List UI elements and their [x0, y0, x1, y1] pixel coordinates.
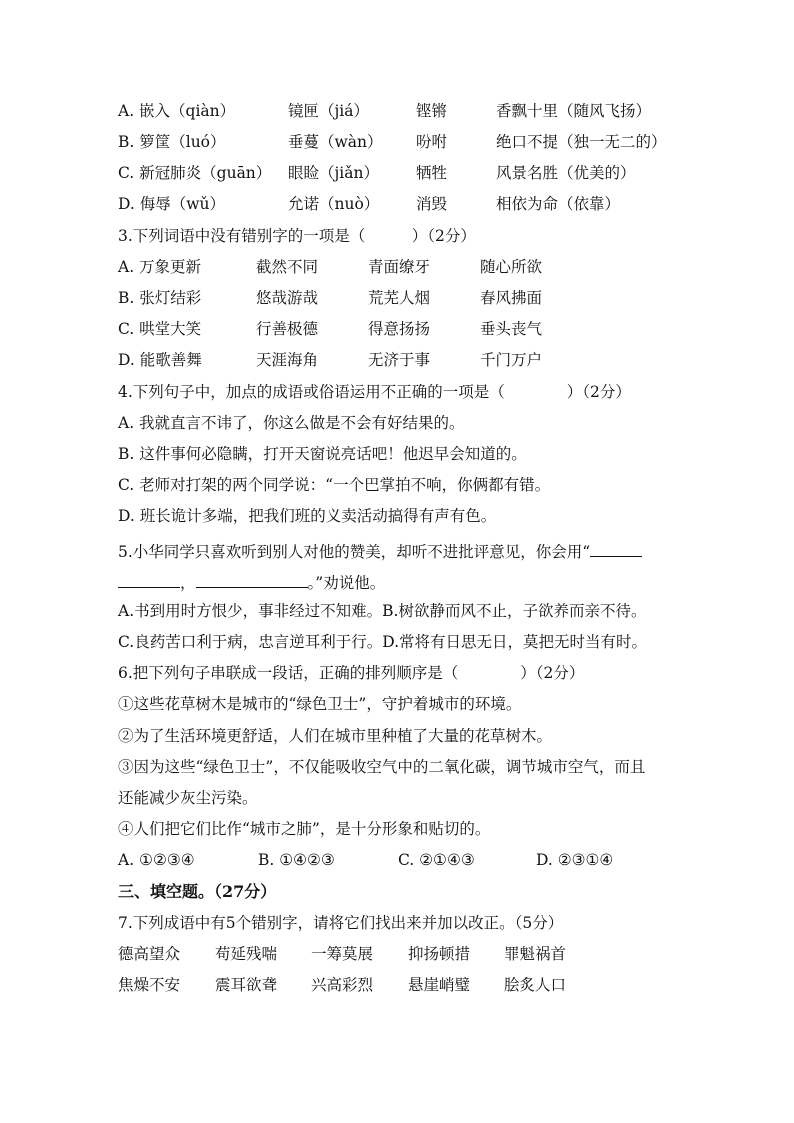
q4-option-a: A. 我就直言不讳了，你这么做是不会有好结果的。 [118, 414, 465, 432]
q5-comma: ， [180, 574, 196, 592]
q3-b-2: 悠哉游哉 [256, 289, 319, 307]
q3-b-1: B. 张灯结彩 [118, 289, 202, 307]
q2-d-1: D. 侮辱（wǔ） [118, 195, 225, 213]
q6-sentence-2: ②为了生活环境更舒适，人们在城市里种植了大量的花草树木。 [118, 727, 553, 745]
q4-option-d: D. 班长诡计多端，把我们班的义卖活动搞得有声有色。 [118, 507, 497, 525]
q3-b-3: 荒芜人烟 [368, 289, 431, 307]
q2-c-3: 牺牲 [416, 164, 448, 182]
q7-idiom: 德高望众 [118, 945, 181, 963]
q5-blank-line [118, 572, 385, 592]
q7-idiom: 焦燥不安 [118, 976, 181, 994]
q6-sentence-4: ④人们把它们比作“城市之肺”，是十分形象和贴切的。 [118, 820, 491, 838]
q2-c-1: C. 新冠肺炎（guān） [118, 164, 272, 182]
q3-stem: 3.下列词语中没有错别字的一项是（ ）（2分） [118, 227, 476, 245]
q6-option-b: B. ①④②③ [258, 851, 335, 869]
q2-d-3: 消毁 [416, 195, 448, 213]
q3-a-4: 随心所欲 [480, 258, 543, 276]
q6-sentence-3: ③因为这些“绿色卫士”，不仅能吸收空气中的二氧化碳，调节城市空气，而且 [118, 758, 646, 776]
q4-option-b: B. 这件事何必隐瞒，打开天窗说亮话吧！他迟早会知道的。 [118, 445, 527, 463]
q7-idiom: 脍炙人口 [504, 976, 567, 994]
q6-option-c: C. ②①④③ [398, 851, 475, 869]
q4-option-c: C. 老师对打架的两个同学说：“一个巴掌拍不响，你俩都有错。 [118, 476, 551, 494]
q3-a-1: A. 万象更新 [118, 258, 202, 276]
q3-d-3: 无济于事 [368, 351, 431, 369]
q5-answer-blank-1a[interactable] [590, 541, 642, 557]
q5-stem-line [118, 541, 642, 561]
q3-b-4: 春风拂面 [480, 289, 543, 307]
q2-a-3: 铿锵 [416, 102, 448, 120]
q5-tail: 。”劝说他。 [307, 574, 386, 592]
q5-options-ab: A.书到用时方恨少，事非经过不知难。B.树欲静而风不止，子欲养而亲不待。 [118, 602, 647, 620]
q7-idiom: 罪魁祸首 [504, 945, 567, 963]
q7-idiom: 苟延残喘 [215, 945, 278, 963]
q6-option-a: A. ①②③④ [118, 851, 195, 869]
q3-c-1: C. 哄堂大笑 [118, 320, 202, 338]
q3-c-2: 行善极德 [256, 320, 319, 338]
q4-stem: 4.下列句子中，加点的成语或俗语运用不正确的一项是（ ）（2分） [118, 383, 631, 401]
q2-a-4: 香飘十里（随风飞扬） [496, 102, 652, 120]
q5-answer-blank-2[interactable] [196, 572, 308, 588]
q2-c-2: 眼睑（jiǎn） [288, 164, 379, 182]
q5-stem: 5.小华同学只喜欢听到别人对他的赞美，却听不进批评意见，你会用“ [118, 543, 591, 561]
q2-b-4: 绝口不提（独一无二的） [496, 133, 667, 151]
q3-a-2: 截然不同 [256, 258, 319, 276]
q7-idiom: 悬崖峭璧 [408, 976, 471, 994]
q7-idiom: 抑扬顿措 [408, 945, 471, 963]
q3-a-3: 青面缭牙 [368, 258, 431, 276]
q2-d-4: 相依为命（依靠） [496, 195, 621, 213]
q7-idiom: 震耳欲聋 [215, 976, 278, 994]
q5-answer-blank-1b[interactable] [118, 572, 180, 588]
q2-c-4: 风景名胜（优美的） [496, 164, 636, 182]
q3-d-4: 千门万户 [480, 351, 543, 369]
q3-c-4: 垂头丧气 [480, 320, 543, 338]
q6-stem: 6.把下列句子串联成一段话，正确的排列顺序是（ ）（2分） [118, 664, 585, 682]
q2-b-1: B. 箩筐（luó） [118, 133, 226, 151]
q3-d-2: 天涯海角 [256, 351, 319, 369]
q2-d-2: 允诺（nuò） [288, 195, 380, 213]
q3-c-3: 得意扬扬 [368, 320, 431, 338]
q2-b-3: 吩咐 [416, 133, 448, 151]
q7-stem: 7.下列成语中有5个错别字，请将它们找出来并加以改正。（5分） [118, 914, 564, 932]
q6-option-d: D. ②③①④ [536, 851, 614, 869]
section-3-heading: 三、填空题。（27分） [118, 882, 277, 901]
q2-b-2: 垂蔓（wàn） [288, 133, 383, 151]
q2-a-1: A. 嵌入（qiàn） [118, 102, 236, 120]
q6-sentence-3-cont: 还能减少灰尘污染。 [118, 789, 258, 807]
q7-idiom: 兴高彩烈 [311, 976, 374, 994]
q5-options-cd: C.良药苦口利于病，忠言逆耳利于行。D.常将有日思无日，莫把无时当有时。 [118, 633, 648, 651]
q2-a-2: 镜匣（jiá） [288, 102, 370, 120]
q3-d-1: D. 能歌善舞 [118, 351, 202, 369]
q7-idiom: 一筹莫展 [311, 945, 374, 963]
q6-sentence-1: ①这些花草树木是城市的“绿色卫士”，守护着城市的环境。 [118, 695, 522, 713]
